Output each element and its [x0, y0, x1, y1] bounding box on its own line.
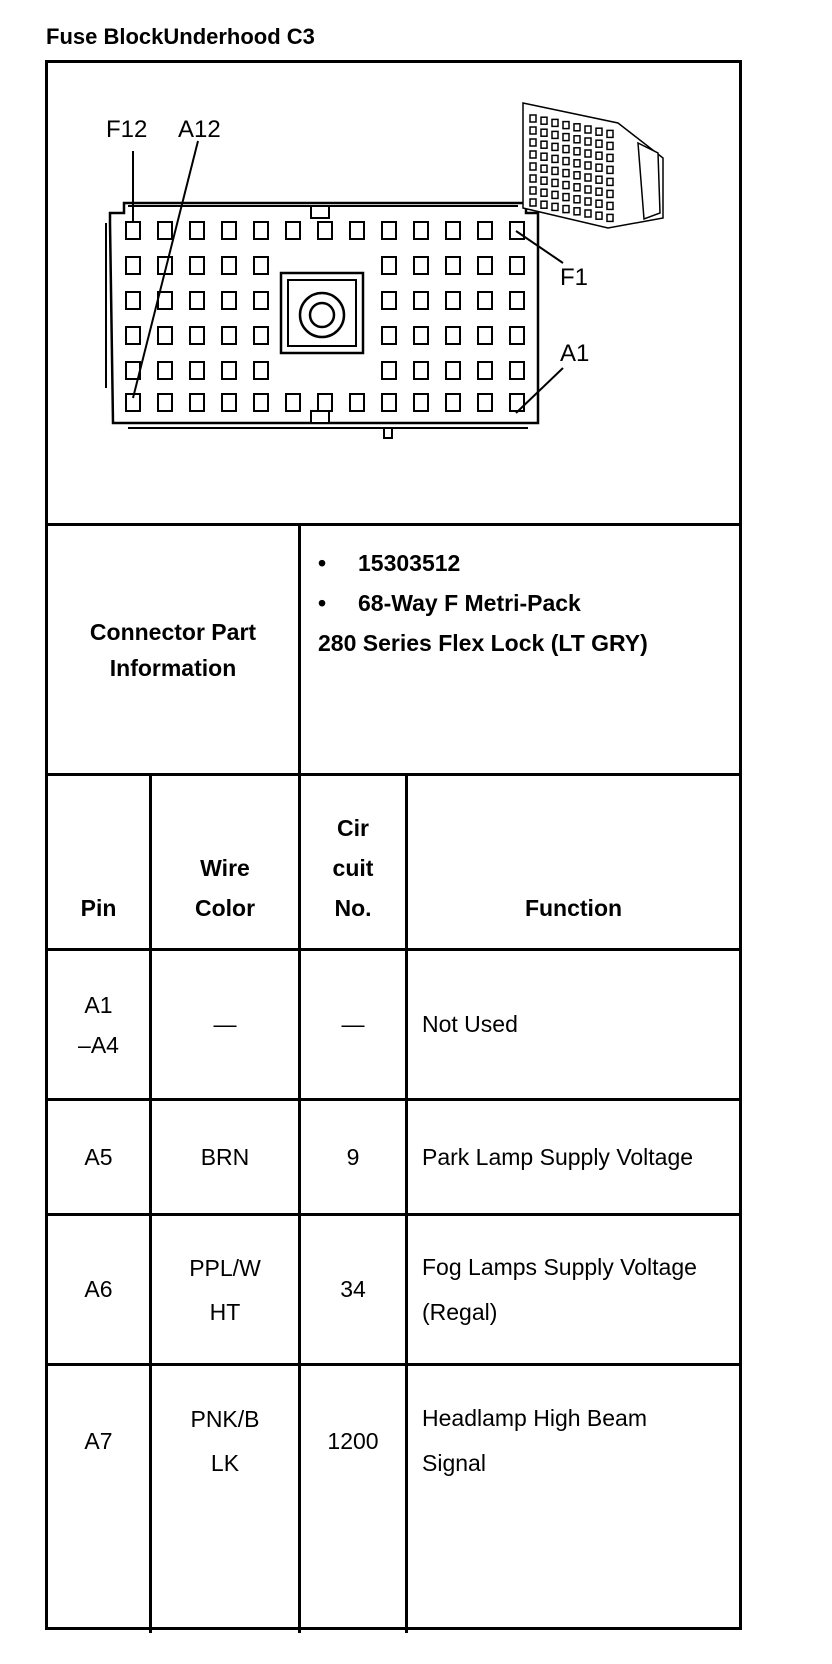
- mini-cavity: [541, 201, 547, 208]
- connector-cavity: [158, 222, 172, 239]
- mini-cavity: [607, 130, 613, 137]
- table-row-2-wire-color: BRN: [200, 1143, 250, 1170]
- table-row-3-circuit: 34: [340, 1276, 366, 1303]
- connector-cavity: [286, 222, 300, 239]
- connector-cavity: [510, 257, 524, 274]
- connector-cavity: [350, 222, 364, 239]
- table-row-4-pin: A7: [84, 1427, 113, 1454]
- connector-cavity: [414, 327, 428, 344]
- mini-cavity: [607, 166, 613, 173]
- connector-cavity: [254, 394, 268, 411]
- connector-cavity: [414, 222, 428, 239]
- connector-cavity: [158, 394, 172, 411]
- connector-series: 280 Series Flex Lock (LT GRY): [318, 630, 648, 656]
- connector-cavity: [254, 327, 268, 344]
- connector-cavity: [286, 394, 300, 411]
- connector-cavity: [190, 292, 204, 309]
- connector-cavity: [478, 257, 492, 274]
- connector-cavity: [478, 292, 492, 309]
- mini-cavity: [563, 146, 569, 153]
- connector-cavity: [382, 327, 396, 344]
- mini-cavity: [541, 129, 547, 136]
- header-wire-color: Wire Color: [194, 855, 256, 921]
- header-pin: Pin: [80, 895, 117, 921]
- connector-cavity: [318, 394, 332, 411]
- table-row-3-pin: A6: [84, 1276, 113, 1303]
- mini-cavity: [552, 119, 558, 126]
- table-row-1-wire-color: —: [213, 1011, 237, 1038]
- mini-cavity: [607, 154, 613, 161]
- mini-cavity: [596, 200, 602, 207]
- mini-cavity: [585, 198, 591, 205]
- mini-cavity: [563, 134, 569, 141]
- mini-cavity: [530, 199, 536, 206]
- header-circuit: Cir cuit No.: [332, 815, 374, 921]
- connector-cavity: [126, 327, 140, 344]
- table-row-4-wire-color: PNK/B LK: [190, 1406, 260, 1476]
- connector-cavity: [446, 327, 460, 344]
- mini-cavity: [607, 190, 613, 197]
- connector-perspective-icon: [523, 103, 663, 228]
- connector-cavity: [414, 292, 428, 309]
- mini-cavity: [596, 176, 602, 183]
- connector-cavity: [222, 257, 236, 274]
- mini-cavity: [530, 139, 536, 146]
- mini-cavity: [552, 203, 558, 210]
- connector-cavity: [190, 257, 204, 274]
- mini-cavity: [563, 122, 569, 129]
- connector-cavity: [254, 362, 268, 379]
- mini-cavity: [552, 143, 558, 150]
- connector-cavity: [126, 222, 140, 239]
- mini-cavity: [530, 187, 536, 194]
- connector-cavity: [158, 327, 172, 344]
- part-number: • 15303512: [318, 543, 728, 583]
- connector-cavity: [478, 327, 492, 344]
- label-f12: F12: [106, 116, 148, 143]
- connector-cavity: [446, 257, 460, 274]
- label-a12: A12: [178, 116, 221, 143]
- connector-cavity: [254, 222, 268, 239]
- mini-cavity: [574, 124, 580, 131]
- mini-cavity: [530, 115, 536, 122]
- mini-cavity: [574, 136, 580, 143]
- mini-cavity: [530, 151, 536, 158]
- mini-cavity: [574, 148, 580, 155]
- connector-cavity: [510, 327, 524, 344]
- table-row-1-pin: A1 –A4: [78, 991, 119, 1058]
- mini-cavity: [596, 152, 602, 159]
- mini-cavity: [541, 117, 547, 124]
- connector-cavity: [190, 222, 204, 239]
- mini-cavity: [607, 202, 613, 209]
- mini-cavity: [596, 164, 602, 171]
- mini-cavity: [563, 170, 569, 177]
- connector-cavity: [222, 362, 236, 379]
- mini-cavity: [607, 178, 613, 185]
- connector-cavity: [446, 362, 460, 379]
- connector-cavity: [414, 394, 428, 411]
- mini-cavity: [541, 165, 547, 172]
- table-row-1-circuit: —: [341, 1011, 365, 1038]
- connector-info: [318, 543, 728, 663]
- mini-cavity: [563, 206, 569, 213]
- mini-cavity: [541, 177, 547, 184]
- mini-cavity: [585, 162, 591, 169]
- connector-cavity: [382, 292, 396, 309]
- label-f1: F1: [560, 264, 589, 291]
- mini-cavity: [607, 142, 613, 149]
- mini-cavity: [563, 182, 569, 189]
- table-row-1-function: Not Used: [422, 1011, 518, 1037]
- connector-cavity: [318, 222, 332, 239]
- connector-sheet: [45, 60, 742, 1630]
- table-row-4-circuit: 1200: [327, 1427, 379, 1454]
- mini-cavity: [585, 186, 591, 193]
- mini-cavity: [552, 131, 558, 138]
- connector-cavity: [478, 362, 492, 379]
- mini-cavity: [596, 188, 602, 195]
- connector-info-label: Connector Part Information: [89, 618, 257, 681]
- connector-cavity: [382, 362, 396, 379]
- connector-cavity: [222, 292, 236, 309]
- mini-cavity: [574, 196, 580, 203]
- table-row-3-wire-color: PPL/W HT: [189, 1254, 261, 1325]
- connector-cavity: [382, 257, 396, 274]
- mini-cavity: [585, 210, 591, 217]
- connector-cavity: [222, 394, 236, 411]
- connector-cavity: [190, 394, 204, 411]
- connector-cavity: [414, 362, 428, 379]
- mini-cavity: [552, 191, 558, 198]
- table-row-4-function: Headlamp High Beam Signal: [422, 1405, 648, 1476]
- connector-cavity: [190, 327, 204, 344]
- mini-cavity: [574, 208, 580, 215]
- mini-cavity: [574, 172, 580, 179]
- label-a1: A1: [560, 340, 590, 367]
- connector-cavity: [254, 292, 268, 309]
- connector-cavity: [190, 362, 204, 379]
- mini-cavity: [596, 140, 602, 147]
- mini-cavity: [530, 127, 536, 134]
- connector-cavity: [126, 257, 140, 274]
- mini-cavity: [552, 155, 558, 162]
- mini-cavity: [552, 167, 558, 174]
- mini-cavity: [574, 184, 580, 191]
- header-function: Function: [524, 895, 623, 921]
- connector-cavity: [446, 292, 460, 309]
- mini-cavity: [585, 150, 591, 157]
- page-title: Fuse BlockUnderhood C3: [46, 24, 315, 49]
- connector-diagram: [48, 63, 739, 563]
- connector-cavity: [158, 362, 172, 379]
- connector-cavity: [254, 257, 268, 274]
- connector-cavity: [126, 292, 140, 309]
- connector-cavity: [478, 222, 492, 239]
- table-row-3-function: Fog Lamps Supply Voltage (Regal): [422, 1253, 697, 1325]
- connector-cavity: [222, 327, 236, 344]
- connector-cavity: [350, 394, 364, 411]
- mini-cavity: [541, 189, 547, 196]
- mini-cavity: [585, 138, 591, 145]
- mini-cavity: [563, 194, 569, 201]
- table-row-2-pin: A5: [84, 1143, 113, 1170]
- connector-cavity: [446, 394, 460, 411]
- mini-cavity: [563, 158, 569, 165]
- connector-cavity: [510, 362, 524, 379]
- mini-cavity: [530, 175, 536, 182]
- mini-cavity: [585, 126, 591, 133]
- table-row-2-circuit: 9: [346, 1143, 360, 1170]
- connector-type: • 68-Way F Metri-Pack: [318, 583, 728, 623]
- mini-cavity: [552, 179, 558, 186]
- table-row-2-function: Park Lamp Supply Voltage: [422, 1143, 694, 1170]
- connector-cavity: [446, 222, 460, 239]
- connector-cavity: [222, 222, 236, 239]
- mini-cavity: [530, 163, 536, 170]
- connector-cavity: [478, 394, 492, 411]
- mini-cavity: [607, 214, 613, 221]
- mini-cavity: [596, 212, 602, 219]
- connector-cavity: [414, 257, 428, 274]
- connector-cavity: [382, 222, 396, 239]
- connector-cavity: [510, 292, 524, 309]
- mini-cavity: [596, 128, 602, 135]
- mini-cavity: [541, 141, 547, 148]
- mini-cavity: [585, 174, 591, 181]
- mini-cavity: [574, 160, 580, 167]
- connector-cavity: [382, 394, 396, 411]
- mini-cavity: [541, 153, 547, 160]
